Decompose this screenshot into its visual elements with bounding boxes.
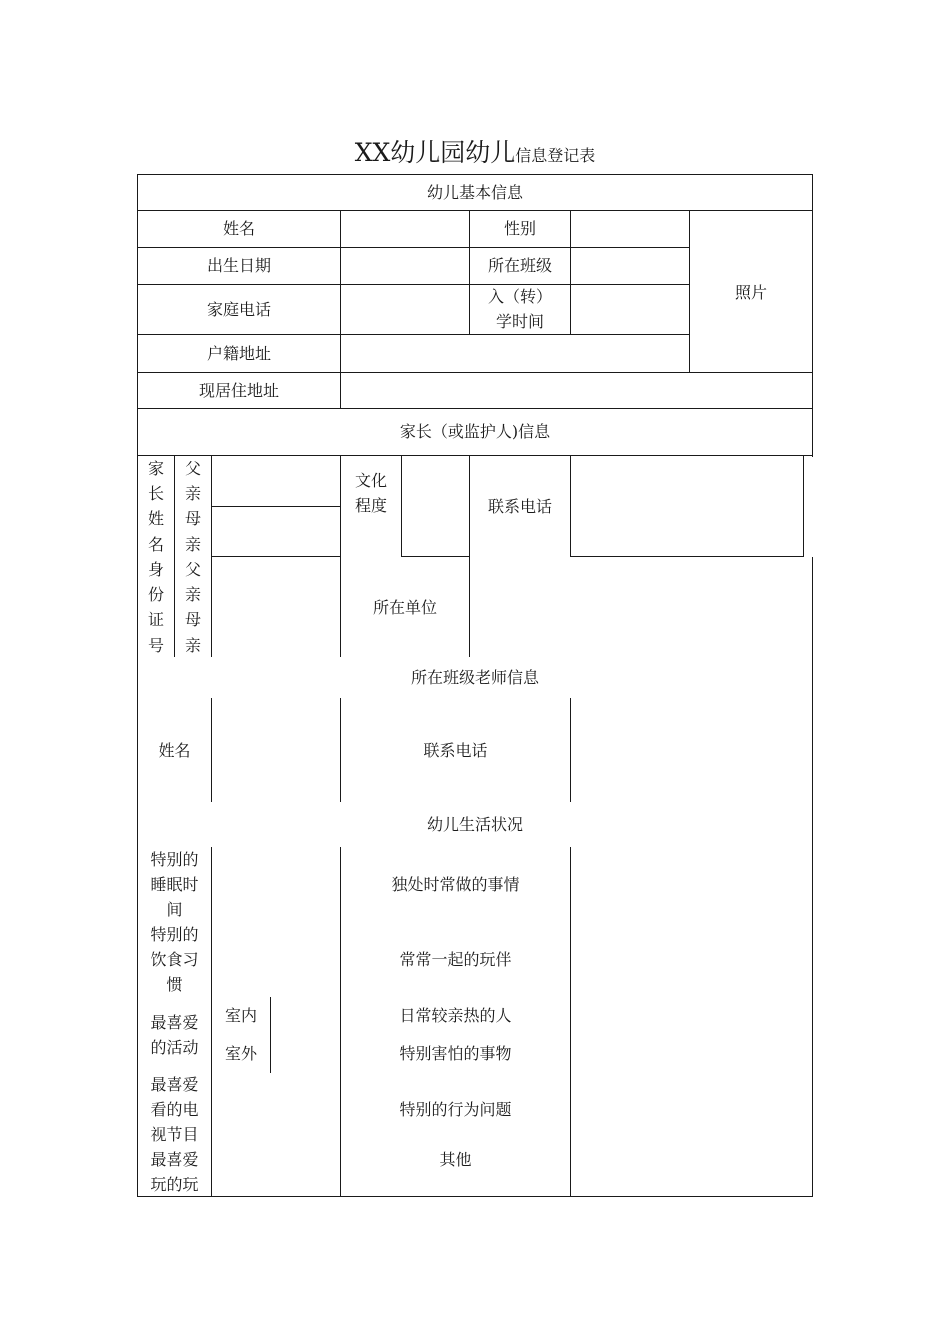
indoor-label: 室内 [224, 1006, 257, 1025]
section-life-header: 幼儿生活状况 [426, 815, 523, 834]
sleep-label: 特别的 睡眠时 间 [150, 850, 199, 920]
section-parent-header: 家长（或监护人)信息 [399, 422, 551, 441]
photo-cell[interactable]: 照片 [734, 283, 767, 302]
rule [812, 657, 813, 1197]
education-label: 文化 程度 [354, 471, 387, 516]
life-value-right[interactable] [571, 848, 812, 1196]
contact-phone-label: 联系电话 [487, 496, 552, 516]
teacher-name-value[interactable] [212, 698, 340, 802]
close-person-label: 日常较亲热的人 [399, 1006, 512, 1025]
section-basic-header: 幼儿基本信息 [426, 182, 523, 202]
workplace-label: 所在单位 [372, 597, 437, 617]
birth-date-value[interactable] [341, 247, 469, 284]
mother-name-value[interactable] [212, 507, 340, 556]
other-label: 其他 [439, 1150, 472, 1169]
diet-label: 特别的 饮食习 惯 [150, 925, 199, 995]
parent-names-label: 家 长 姓 名 [147, 459, 164, 554]
contact-phone-value[interactable] [571, 456, 803, 556]
current-address-value[interactable] [341, 372, 812, 408]
rule [137, 1196, 813, 1197]
workplace-value[interactable] [470, 557, 812, 657]
tv-label: 最喜爱 看的电 视节目 [150, 1075, 199, 1145]
life-value-left[interactable] [272, 848, 340, 1196]
name-value[interactable] [341, 210, 469, 247]
activity-label: 最喜爱 的活动 [150, 1013, 199, 1058]
home-phone-label: 家庭电话 [206, 299, 271, 319]
alone-activity-label: 独处时常做的事情 [391, 875, 520, 894]
class-label: 所在班级 [487, 256, 552, 275]
teacher-phone-value[interactable] [571, 698, 812, 802]
title-main: XX幼儿园幼儿 [354, 138, 516, 167]
parent-id-value[interactable] [212, 557, 340, 657]
parent-id-label: 身 份 证 号 [147, 560, 164, 655]
teacher-name-label: 姓名 [158, 740, 191, 760]
rule [270, 997, 271, 1073]
rule [812, 557, 813, 657]
current-address-label: 现居住地址 [198, 380, 279, 400]
enroll-time-label: 入（转） 学时间 [487, 287, 552, 331]
enroll-time-value[interactable] [571, 284, 689, 334]
home-phone-value[interactable] [341, 284, 469, 334]
father-name-value[interactable] [212, 456, 340, 506]
fear-label: 特别害怕的事物 [399, 1044, 512, 1063]
education-value[interactable] [402, 456, 469, 556]
toy-label: 最喜爱 玩的玩 [150, 1150, 199, 1195]
name-label: 姓名 [222, 219, 255, 238]
father-mother-label-id: 父 亲 母 亲 [184, 560, 201, 655]
class-value[interactable] [571, 247, 689, 284]
playmate-label: 常常一起的玩伴 [399, 950, 512, 969]
title-sub: 信息登记表 [515, 146, 596, 165]
outdoor-label: 室外 [224, 1044, 257, 1063]
form-title [0, 133, 950, 169]
household-address-label: 户籍地址 [206, 343, 271, 363]
teacher-phone-label: 联系电话 [423, 740, 488, 760]
behavior-label: 特别的行为问题 [399, 1100, 512, 1119]
father-mother-label-names: 父 亲 母 亲 [184, 459, 201, 554]
gender-label: 性别 [503, 219, 536, 238]
section-teacher-header: 所在班级老师信息 [410, 668, 539, 687]
rule [803, 455, 804, 557]
birth-date-label: 出生日期 [206, 256, 271, 275]
gender-value[interactable] [571, 210, 689, 247]
household-address-value[interactable] [341, 334, 689, 372]
